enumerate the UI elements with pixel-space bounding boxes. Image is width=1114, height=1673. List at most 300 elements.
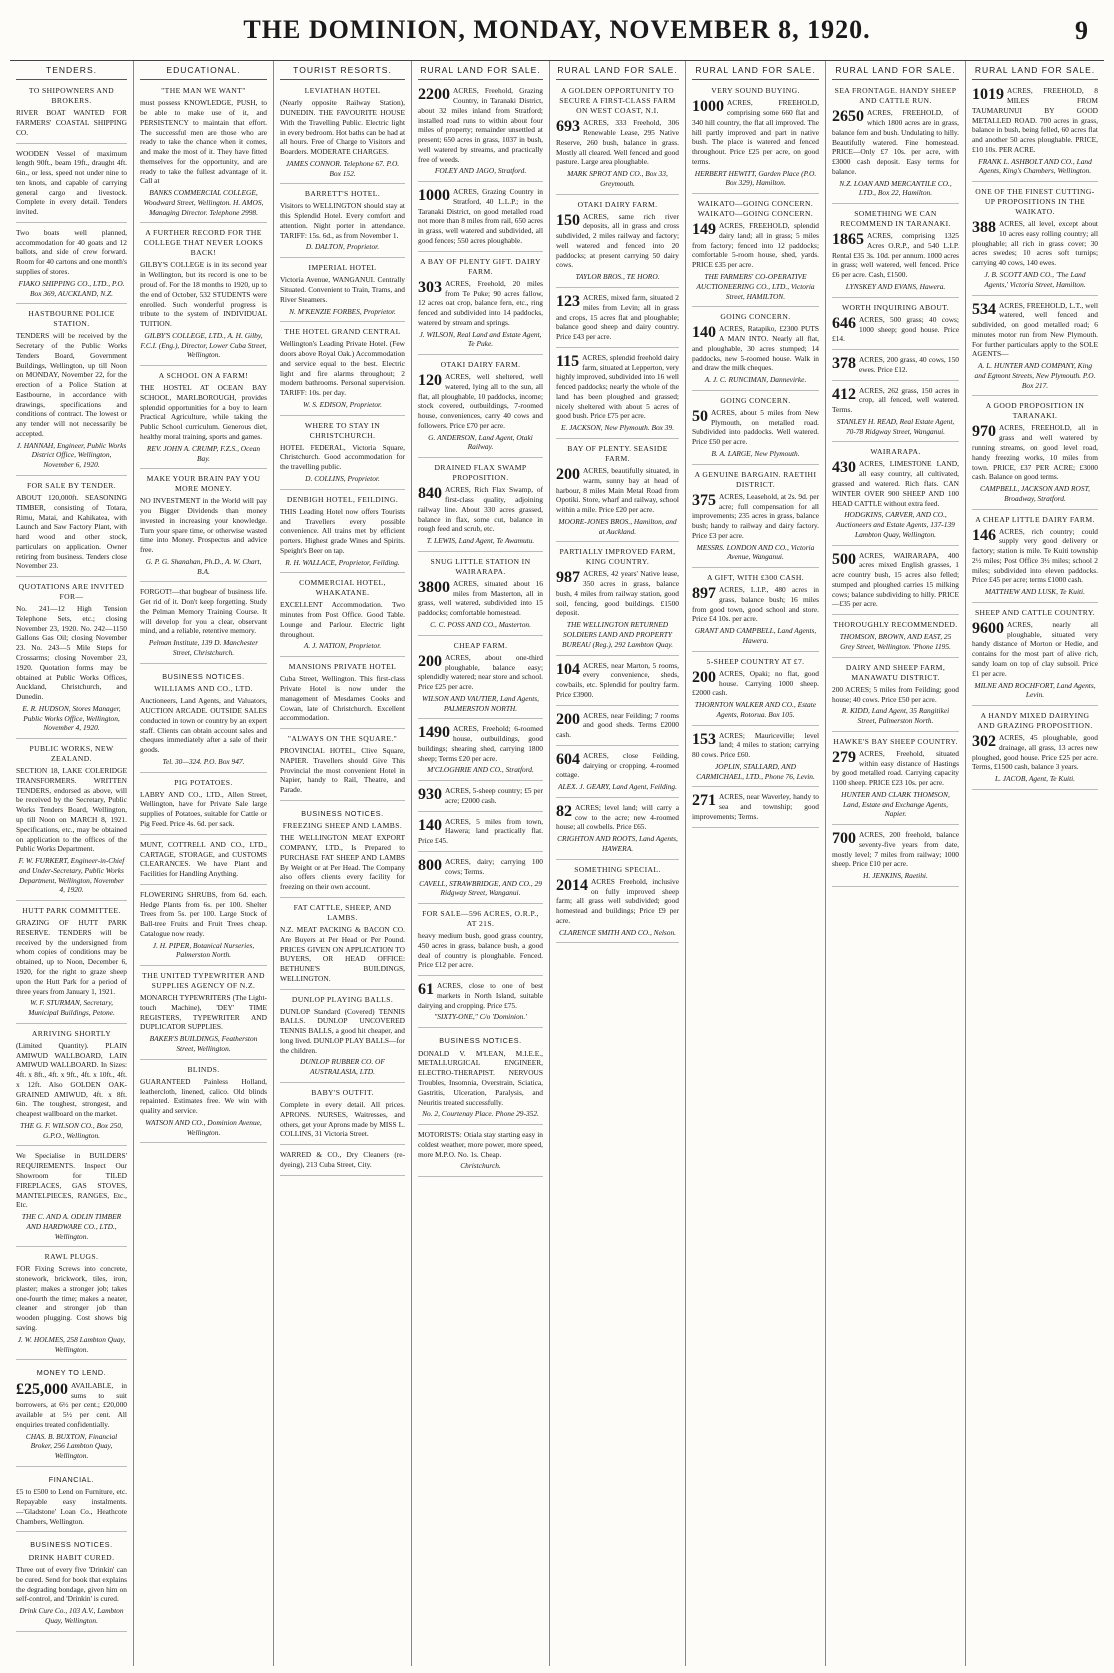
ad-text: ACRES, mixed farm, situated 2 miles from Levin; all in grass and crops, 15 acres flat and ploughable; balance good sheep and dairy country. Price £43 per acre. [556, 293, 679, 342]
ad-text: MOTORISTS: Otiala stay starting easy in coldest weather, more power, more speed, more M.P.O. No. 1s. Cheap. [418, 1130, 543, 1159]
column-heading: RURAL LAND FOR SALE. [832, 65, 959, 80]
ad-signature: THE G. F. WILSON CO., Box 250, G.P.O., Wellington. [20, 1120, 123, 1140]
ad-lead-figure: 1000 [418, 187, 450, 205]
ad-signature: CHAS. B. BUXTON, Financial Broker, 256 Lambton Quay, Wellington. [25, 1431, 118, 1461]
classified-ad [972, 401, 1098, 509]
ad-text: PROVINCIAL HOTEL, Clive Square, NAPIER. Travellers should Give This Provincial the most convenient Hotel in Napier, handy to Rail, Theatre, and Parade. [280, 746, 405, 795]
ad-text: ACRES, 5 miles from town, Hawera; land practically flat. Price £45. [418, 816, 543, 846]
ad-text: SECTION 18, LAKE COLERIDGE TRANSFORMERS. WRITTEN TENDERS, endorsed as above, will be received by the Secretary, Public Works Tenders Board, Wellington, up till Noon on MARCH 8, 1921. Specifications, etc., may be obtained on application to the offices of the Public Works Department. [16, 766, 127, 854]
ad-text: £5 to £500 to Lend on Furniture, etc. Repayable easy instalments.—'Gladstone' Loan Co., Heathcote Chambers, Wellington. [16, 1487, 127, 1526]
classified-ad [280, 495, 405, 574]
classified-ad [832, 209, 959, 298]
ad-body [556, 751, 679, 780]
ad-lead-figure: 153 [692, 730, 716, 748]
ad-body [972, 219, 1098, 268]
ad-text: ACRES, Grazing Country in Stratford, 40 L.L.P.; in the Taranaki District, on good metalled road not more than 8 miles from rail, 650 acres in grass, well watered and subdivided, all good fences; 550 acres ploughable. [418, 187, 543, 245]
classified-ad [692, 312, 819, 391]
classified-ad [556, 865, 679, 944]
classified-ad [280, 327, 405, 415]
classified-ad [280, 263, 405, 322]
ad-text: ACRES Freehold, inclusive on fully improved sheep farm; all grass well subdivided; good homestead and buildings; Price £9 per acre. [556, 876, 679, 925]
section-heading: MONEY TO LEND. [36, 1368, 107, 1378]
ad-text: DONALD V. M'LEAN, M.I.E.E., METALLURGICAL ENGINEER, ELECTRO-THERAPIST. NERVOUS Troubles, Insomnia, Overstrain, Sciatica, Gastritis, Ulceration, Paralysis, and Neuritis treated successfully. [418, 1048, 543, 1107]
section-heading: BUSINESS NOTICES. [162, 671, 245, 681]
ad-text: FLOWERING SHRUBS, from 6d. each. Hedge Plants from 6s. per 100. Shelter Trees from 5s. per 100. Large Stock of Ball-tree Fruits and Fruit Trees cheap. Catalogue now ready. [140, 889, 267, 938]
ad-body [280, 600, 405, 639]
ad-body [280, 201, 405, 240]
ad-lead-figure: 146 [972, 526, 996, 544]
ad-text: ACRES; level land; will carry a cow to the acre; new 4-roomed house; all cowbells. Price £65. [556, 802, 679, 832]
ad-lead-figure: 123 [556, 293, 580, 310]
ad-signature: TAYLOR BROS., TE HORO. [575, 272, 660, 282]
ad-body [418, 981, 543, 1010]
column-heading: RURAL LAND FOR SALE. [692, 65, 819, 80]
ad-text: TENDERS will be received by the Secretary of the Public Works Tenders Board, Government Buildings, Wellington, up till Noon on MONDAY, November 22, for the erection of a Police Station at Eastbourne, in accordance with drawings, specifications and conditions of contract. The lowest or any tender will not necessarily be accepted. [16, 331, 127, 438]
ad-body [832, 108, 959, 176]
ad-signature: CAMPBELL, JACKSON AND ROST, Broadway, Stratford. [980, 484, 1090, 503]
ad-text: ACRES, splendid freehold dairy farm, situated at Lepperton, very highly improved, subdivided into 16 well fenced paddocks; nearly the whole of the land has been ploughed and grassed; nicely sheltered with about 5 acres of good bush. Price £75 per acre. [556, 352, 679, 421]
ad-body [972, 423, 1098, 482]
classified-ad [972, 608, 1098, 706]
ad-body [418, 786, 543, 806]
columns [10, 61, 1104, 1666]
ad-body [280, 1007, 405, 1056]
ad-signature: N.Z. LOAN AND MERCANTILE CO., LTD., Box 22, Hamilton. [839, 178, 952, 198]
ad-text: ACRES, 262 grass, 150 acres in crop, all fenced, well watered. Terms. [832, 385, 959, 415]
ad-text: GRAZING OF HUTT PARK RESERVE. TENDERS will be received by the undersigned from whom copies of conditions may be obtained, up to Noon, December 6, 1920, for the right to graze sheep upon the Hutt Park for a period of three years from January 1, 1921. [16, 918, 127, 996]
ad-title: BARRETT'S HOTEL. [304, 189, 381, 199]
column-2 [134, 61, 274, 1666]
ad-text: ACRES, nearly all ploughable, situated very handy distance of Morton or Hedie, and contains for the most part of alive rich, sandy loam on top of clay subsoil. Price £1 per acre. [972, 619, 1098, 678]
classified-ad [140, 890, 267, 966]
ad-text: THIS Leading Hotel now offers Tourists and Travellers every possible convenience. All trains met by efficient porters. Highest grade Wines and Spirits. Speight's Beer on tap. [280, 506, 405, 555]
ad-signature: W. F. STURMAN, Secretary, Municipal Buildings, Petone. [28, 998, 115, 1018]
ad-body [832, 830, 959, 869]
ad-text: Victoria Avenue, WANGANUI. Centrally Situated. Convenient to Train, Trams, and River Steamers. [280, 275, 405, 304]
ad-lead-figure: 388 [972, 219, 996, 237]
ad-signature: D. DALTON, Proprietor. [305, 242, 380, 252]
ad-lead-figure: 800 [418, 856, 442, 874]
ad-body [556, 877, 679, 926]
ad-lead-figure: 2014 [556, 876, 588, 894]
ad-signature: Pelman Institute, 139 D. Manchester Street, Christchurch. [148, 638, 259, 658]
ad-title: HUTT PARK COMMITTEE. [22, 906, 121, 916]
ad-text: ACRES, FREEHOLD, L.T., well watered, well fenced and subdivided, on good metalled road; 6 minutes motor run from New Plymouth. For further particulars apply to the SOLE AGENTS— [972, 300, 1098, 359]
classified-ad [418, 463, 543, 552]
ad-signature: WATSON AND CO., Dominion Avenue, Wellington. [145, 1117, 262, 1137]
ad-signature: MATTHEW AND LUSK, Te Kuiti. [985, 587, 1085, 597]
column-heading: RURAL LAND FOR SALE. [418, 65, 543, 80]
ad-text: ACRES, FREEHOLD, all in grass and well watered by running streams, on good level road, handy freezing works, 10 miles from town. PRICE, £37 PER ACRE; £3000 cash. Balance on good terms. [972, 423, 1098, 482]
ad-title: GOING CONCERN. [720, 395, 791, 405]
ad-body [16, 493, 127, 571]
column-4 [412, 61, 550, 1666]
classified-ad [832, 620, 959, 658]
ad-title: QUOTATIONS ARE INVITED FOR— [18, 582, 125, 602]
ad-lead-figure: 1490 [418, 724, 450, 742]
ad-body [418, 279, 543, 328]
ad-title: A GIFT, WITH £300 CASH. [706, 573, 805, 583]
column-5 [550, 61, 686, 1666]
ad-signature: C. C. POSS AND CO., Masterton. [430, 619, 531, 629]
ad-text: THE WELLINGTON MEAT EXPORT COMPANY, LTD., Is Prepared to PURCHASE FAT SHEEP AND LAMBS By Weight or at Per Head. The Company also offers clients every facility for freezing on their own account. [280, 833, 405, 892]
ad-body [418, 1130, 543, 1159]
ad-title: COMMERCIAL HOTEL, WHAKATANE. [299, 578, 386, 598]
classified-ad [556, 444, 679, 542]
classified-ad [418, 360, 543, 458]
ad-title: ARRIVING SHORTLY [31, 1028, 112, 1038]
ad-body [692, 792, 819, 821]
classified-ad [972, 187, 1098, 295]
ad-lead-figure: 1019 [972, 86, 1004, 104]
ad-signature: L. JACOB, Agent, Te Kuiti. [994, 774, 1076, 784]
ad-title: FAT CATTLE, SHEEP, AND LAMBS. [293, 903, 392, 923]
ad-title: A SCHOOL ON A FARM! [158, 371, 249, 381]
ad-lead-figure: 604 [556, 750, 580, 768]
ad-body [16, 1041, 127, 1119]
ad-signature: CAVELL, STRAWBRIDGE, AND CO., 29 Ridgway Street, Wanganui. [419, 878, 542, 898]
ad-text: ACRES, Freehold, 20 miles from Te Puke; 90 acres fallow, 12 acres oat crop, balance fern, etc., ring fenced and subdivided into 14 paddocks, watered by stream and springs. [418, 278, 543, 327]
ad-title: GOING CONCERN. [720, 312, 791, 322]
ad-body [280, 275, 405, 304]
classified-ad [280, 903, 405, 990]
ad-title: WORTH INQUIRING ABOUT. [841, 302, 950, 312]
ad-body [692, 492, 819, 541]
ad-body [140, 260, 267, 328]
ad-body [556, 569, 679, 618]
column-heading: TOURIST RESORTS. [280, 65, 405, 80]
ad-signature: THOMSON, BROWN, AND EAST, 25 Grey Street, Wellington. 'Phone 1195. [839, 632, 952, 651]
ad-title: SHEEP AND CATTLE COUNTRY. [974, 607, 1096, 617]
ad-text: WARRED & CO., Dry Cleaners (re-dyeing), 213 Cuba Street, City. [280, 1150, 405, 1169]
classified-ad [418, 187, 543, 252]
ad-signature: HUNTER AND CLARK THOMSON, Land, Estate and Exchange Agents, Napier. [841, 789, 950, 819]
ad-body [280, 1100, 405, 1139]
classified-ad [140, 971, 267, 1060]
ad-lead-figure: 2200 [418, 86, 450, 104]
column-7 [826, 61, 966, 1666]
ad-lead-figure: 412 [832, 385, 856, 403]
classified-ad [16, 149, 127, 223]
classified-ad [556, 751, 679, 798]
ad-body [556, 661, 679, 700]
ad-body [16, 1151, 127, 1210]
ad-body [280, 443, 405, 472]
ad-text: NO INVESTMENT in the World will pay you Bigger Dividends than money invested in increasing your knowledge. Turn your spare time, or otherwise wasted time into Money. Prospectus and advice free. [140, 496, 267, 555]
ad-body [140, 993, 267, 1032]
ad-title: ONE OF THE FINEST CUTTING-UP PROPOSITIONS IN THE WAIKATO. [975, 187, 1095, 217]
ad-title: SNUG LITTLE STATION IN WAIRARAPA. [430, 556, 531, 576]
ad-signature: HERBERT HEWITT, Garden Place (P.O. Box 329), Hamilton. [694, 168, 817, 188]
classified-ad [418, 1130, 543, 1177]
classified-ad [418, 641, 543, 720]
classified-ad [418, 909, 543, 976]
ad-title: A GOLDEN OPPORTUNITY TO SECURE A FIRST-CLASS FARM ON WEST COAST, N.I. [559, 86, 676, 116]
classified-ad [140, 1065, 267, 1144]
classified-ad [16, 1252, 127, 1360]
ad-signature: THE C. AND A. ODLIN TIMBER AND HARDWARE CO., LTD., Wellington. [21, 1212, 122, 1241]
ad-title: BAY OF PLENTY. SEASIDE FARM. [567, 443, 668, 463]
ad-signature: G. P. G. Shanahan, Ph.D., A. W. Chart, B.A. [145, 556, 262, 576]
classified-ad [556, 661, 679, 706]
ad-body [692, 408, 819, 447]
ad-text: ACRES, near Marton, 5 rooms, every convenience, sheds, cowbails, etc. Splendid for poultry farm. Price £3900. [556, 660, 679, 699]
ad-text: EXCELLENT Accommodation. Two minutes from Post Office. Good Table. Lounge and Parlour. Electric light throughout. [280, 600, 405, 639]
ad-signature: A. J. NATION, Proprietor. [303, 641, 382, 651]
ad-text: ACRES, FREEHOLD, splendid dairy land; all in grass; 5 miles from factory; fenced into 12 paddocks; comfortable 5-room house, shed, yards. PRICE £35 per acre. [692, 221, 819, 270]
classified-ad [556, 711, 679, 746]
classified-ad [140, 840, 267, 885]
ad-signature: No. 2, Courtenay Place. Phone 29-352. [422, 1109, 539, 1119]
ad-title: 5-SHEEP COUNTRY AT £7. [706, 656, 805, 666]
ad-text: Three out of every five 'Drinkin' can be cured. Send for book that explains the degrading bondage, given him on self-control, and 'Drinkin' is cured. [16, 1564, 127, 1604]
ad-title: WHERE TO STAY IN CHRISTCHURCH. [304, 420, 381, 440]
ad-signature: GRANT AND CAMPBELL, Land Agents, Hawera. [694, 626, 817, 645]
classified-ad [556, 86, 679, 194]
ad-title: PIG POTATOES. [174, 777, 233, 787]
classified-ad [16, 744, 127, 901]
ad-title: RAWL PLUGS. [44, 1252, 99, 1262]
ad-signature: MESSRS. LONDON AND CO., Victoria Avenue, Wanganui. [696, 542, 815, 562]
classified-ad [418, 981, 543, 1028]
ad-signature: Tel. 30—324. P.O. Box 947. [162, 756, 245, 766]
ad-body [16, 1487, 127, 1526]
classified-ad [16, 1151, 127, 1247]
ad-body [280, 925, 405, 984]
classified-ad [832, 355, 959, 381]
ad-title: THE UNITED TYPEWRITER AND SUPPLIES AGENCY OF N.Z. [142, 971, 265, 991]
ad-text: LABRY AND CO., LTD., Allen Street, Wellington, have for Private Sale large supplies of Potatoes, suitable for Cattle or Pig Feed. Price 4s. 6d. per sack. [140, 789, 267, 828]
classified-ad [556, 353, 679, 439]
ad-signature: A. L. HUNTER AND COMPANY, King and Egmont Streets, New Plymouth. P.O. Box 217. [974, 361, 1096, 390]
ad-lead-figure: 1865 [832, 231, 864, 249]
ad-signature: JOPLIN, STALLARD, AND CARMICHAEL, LTD., Phone 76, Levin. [696, 761, 815, 781]
ad-text: (Nearly opposite Railway Station), DUNEDIN. THE FAVOURITE HOUSE With the Travelling Public. Electric light in every bedroom. Hot baths can be had at all hours. Free of Charge to Visitors and Boarders. MODERATE CHARGES. [280, 98, 405, 157]
ad-text: No. 241—12 High Tension Telephone Sets, etc.; closing November 23, 1920. No. 242—1150 Gallons Gas Oil; closing November 23. No. 243—5 Mile Steps for Crossarms; closing November 23, 1920. Quotation forms may be obtained at Public Works Offices, Auckland, Christchurch, and Dunedin. [16, 604, 127, 702]
ad-lead-figure: 140 [692, 324, 716, 342]
ad-title: BLINDS. [187, 1064, 220, 1074]
classified-ad [692, 470, 819, 568]
classified-ad [972, 711, 1098, 790]
ad-body [16, 228, 127, 277]
ad-body [832, 551, 959, 610]
ad-text: THE HOSTEL AT OCEAN BAY SCHOOL, MARLBOROUGH, provides splendid opportunities for a boy to learn Practical Agriculture, while taking the Public School curriculum. Generous diet, healthy moral training, sports and games. [140, 383, 267, 441]
ad-title: DENBIGH HOTEL, FEILDING. [286, 494, 399, 504]
ad-body [418, 579, 543, 618]
classified-ad [832, 737, 959, 825]
ad-body [140, 496, 267, 555]
ad-title: BABY'S OUTFIT. [311, 1088, 374, 1098]
ad-title: DRINK HABIT CURED. [28, 1552, 115, 1562]
classified-ad [418, 1049, 543, 1125]
ad-body [556, 293, 679, 342]
ad-body [16, 766, 127, 854]
column-6 [686, 61, 826, 1666]
ad-text: must possess KNOWLEDGE, PUSH, to be able to make use of it, and PERSISTENCY to maintain that effort. The successful men are those who are ready to take the chance when it comes, and make the most of it. They have fitted themselves for the opportunity, and are ready to take the fullest advantage of it. Call at [140, 98, 267, 186]
ad-title: "ALWAYS ON THE SQUARE." [287, 734, 398, 744]
classified-ad [16, 86, 127, 143]
ad-lead-figure: 61 [418, 981, 434, 999]
ad-text: ACRES, close to one of best markets in North Island, suitable dairying and cropping. Price £75. [418, 981, 543, 1010]
ad-title: SEA FRONTAGE. HANDY SHEEP AND CATTLE RUN. [834, 86, 957, 106]
page-number: 9 [1075, 16, 1088, 45]
ad-text: ACRES, Rich Flax Swamp, of first-class quality, adjoining railway line. About 330 acres grassed, balance in flax, some cut, balance in rough feed and scrub, etc. [418, 485, 543, 534]
ad-title: HAWKE'S BAY SHEEP COUNTRY. [833, 736, 958, 746]
classified-ad [280, 189, 405, 258]
classified-ad [692, 731, 819, 788]
ad-body [556, 212, 679, 271]
classified-ad [16, 1487, 127, 1532]
ad-text: ACRES, 42 years' Native lease, 350 acres in grass, balance bush, 4 miles from railway station, good soil, fencing, good buildings. £1500 deposit. [556, 569, 679, 618]
ad-signature: MARK SPROT AND CO., Box 33, Greymouth. [567, 169, 668, 188]
ad-text: ACRES, Ratapiko, £2300 PUTS A MAN INTO. Nearly all flat, and ploughable, 30 acres stumped; 14 paddocks, new 5-roomed house. Walk in and draw the milk cheques. [692, 324, 819, 373]
ad-lead-figure: 82 [556, 802, 572, 820]
ad-lead-figure: 970 [972, 423, 996, 441]
ad-body [140, 98, 267, 186]
ad-body [972, 301, 1098, 360]
ad-signature: J. HANNAH, Engineer, Public Works District Office, Wellington, November 6, 1920. [16, 440, 127, 470]
ad-lead-figure: 279 [832, 748, 856, 766]
section-heading: BUSINESS NOTICES. [439, 1036, 522, 1046]
classified-ad [280, 821, 405, 898]
ad-signature: J. B. SCOTT AND CO., 'The Land Agents,' Victoria Street, Hamilton. [984, 269, 1086, 289]
ad-lead-figure: 500 [832, 550, 856, 568]
ad-lead-figure: 9600 [972, 619, 1004, 637]
ad-text: ACRES, L.I.P., 480 acres in grass, balance bush; 16 miles from good town, good school and store. Price £4 10s. per acre. [692, 585, 819, 624]
classified-ad [832, 447, 959, 545]
ad-body [692, 324, 819, 373]
ad-body [832, 355, 959, 375]
ad-body [418, 485, 543, 534]
classified-ad [692, 573, 819, 652]
ad-text: ACRES, 45 ploughable, good drainage, all grass, 13 acres new ploughed, good house. Price £25 per acre. Terms, £1500 cash, balance 3 years. [972, 733, 1098, 772]
ad-lead-figure: 271 [692, 792, 716, 810]
ad-signature: R. KIDD, Land Agent, 35 Rangitikei Street, Palmerston North. [841, 706, 950, 726]
ad-text: ACRES, FREEHOLD, 8 MILES FROM TAUMARUNUI BY GOOD METALLED ROAD. 700 acres in grass, balance in bush, being felled, 60 acres flat and another 50 acres ploughable. PRICE, £10 10s. PER ACRE. [972, 86, 1098, 154]
ad-lead-figure: 120 [418, 372, 442, 390]
ad-signature: D. COLLINS, Proprietor. [305, 473, 380, 483]
ad-lead-figure: 200 [556, 710, 580, 728]
ad-lead-figure: 149 [692, 221, 716, 239]
ad-body [972, 527, 1098, 586]
ad-title: A BAY OF PLENTY GIFT. DAIRY FARM. [420, 256, 541, 276]
ad-body [418, 931, 543, 970]
classified-ad [140, 587, 267, 663]
ad-title: PARTIALLY IMPROVED FARM, KING COUNTRY. [559, 547, 676, 567]
ad-text: ACRES, FREEHOLD, comprising some 660 flat and 340 hill country, the flat all improved. The hill partly improved and part in native bush. The place is watered and fenced throughout. Price £25 per acre, on good terms. [692, 98, 819, 166]
classified-ad [16, 1381, 127, 1467]
ad-text: N.Z. MEAT PACKING & BACON CO. Are Buyers at Per Head or Per Pound. PRICES GIVEN ON APPLICATION TO BUYERS, OR HEAD OFFICE: BETHUNE'S BUILDINGS, WELLINGTON. [280, 925, 405, 983]
ad-text: GILBY'S COLLEGE is in its second year in Wellington, but its record is one to be proud of. For the 18 months to 1920, up to the end of October, 532 STUDENTS were enrolled. Such wonderful progress is tribute to the system of INDIVIDUAL TUITION. [140, 260, 267, 329]
ad-lead-figure: 200 [556, 465, 580, 483]
ad-title: OTAKI DAIRY FARM. [440, 360, 521, 370]
ad-body [418, 86, 543, 164]
ad-signature: R. H. WALLACE, Proprietor, Feilding. [285, 557, 400, 567]
ad-title: TO SHIPOWNERS AND BROKERS. [28, 86, 115, 106]
ad-signature: M'CLOGHRIE AND CO., Stratford. [427, 765, 534, 775]
ad-lead-figure: 303 [418, 278, 442, 296]
ad-text: ACRES, 200 freehold, balance seventy-five years from date, mostly level; 7 miles from railway; 1000 sheep. Price £10 per acre. [832, 830, 959, 869]
classified-ad [972, 86, 1098, 182]
ad-text: ACRES, about one-third ploughable, balance easy; splendidly watered; near store and school. Price £25 per acre. [418, 652, 543, 692]
ad-signature: FRANK L. ASHBOLT AND CO., Land Agents, King's Chambers, Wellington. [978, 156, 1092, 176]
ad-signature: J. H. PIPER, Botanical Nurseries, Palmerston North. [152, 940, 255, 960]
ad-body [16, 1264, 127, 1332]
classified-ad [556, 293, 679, 348]
section-heading: BUSINESS NOTICES. [301, 808, 384, 818]
ad-title: "THE MAN WE WANT" [161, 86, 246, 96]
ad-signature: "SIXTY-ONE," C/o 'Dominion.' [434, 1012, 527, 1022]
ad-body [280, 98, 405, 157]
ad-text: ACRES, near Waverley, handy to sea and township; good improvements; Terms. [692, 792, 819, 821]
ad-title: IMPERIAL HOTEL [308, 263, 377, 273]
column-heading: TENDERS. [16, 65, 127, 80]
ad-text: ACRES, dairy; carrying 100 cows; Terms. [445, 856, 543, 876]
classified-ad [832, 551, 959, 616]
ad-title: FREEZING SHEEP AND LAMBS. [282, 821, 403, 831]
classified-ad [692, 86, 819, 194]
ad-text: ACRES, 333 Freehold, 306 Renewable Lease, 295 Native Reserve, 260 bush, balance in grass. Mostly all cleared. Well fenced and good pasture. Large area ploughable. [556, 118, 679, 167]
ad-body [418, 817, 543, 846]
ad-signature: CRIGHTON AND ROOTS, Land Agents, HAWERA. [557, 834, 678, 853]
ad-text: ACRES, close Feilding, dairying or cropping. 4-roomed cottage. [556, 750, 679, 780]
ad-signature: E. JACKSON, New Plymouth. Box 39. [560, 423, 675, 433]
ad-body [972, 86, 1098, 154]
classified-ad [418, 557, 543, 636]
ad-body [16, 604, 127, 702]
ad-signature: H. JENKINS, Raetihi. [863, 871, 928, 881]
ad-text: ACRES, about 5 miles from New Plymouth, on metalled road. Subdivided into paddocks. Well watered. Price £50 per acre. [692, 407, 819, 447]
ad-body [418, 187, 543, 246]
ad-body [280, 1150, 405, 1170]
ad-signature: E. R. HUDSON, Stores Manager, Public Works Office, Wellington, November 4, 1920. [22, 703, 121, 733]
classified-ad [418, 857, 543, 904]
classified-ad [692, 792, 819, 827]
classified-ad [16, 481, 127, 577]
classified-ad [280, 578, 405, 657]
ad-body [556, 803, 679, 832]
classified-ad [556, 803, 679, 860]
ad-body [832, 459, 959, 508]
ad-signature: THE WELLINGTON RETURNED SOLDIERS LAND AND PROPERTY BUREAU (Reg.), 292 Lambton Quay. [561, 620, 674, 649]
ad-text: AVAILABLE, in sums to suit borrowers, at 6½ per cent.; £20,000 available at 5½ per cent. All enquiries treated confidentially. [16, 1380, 127, 1429]
ad-body [832, 231, 959, 280]
classified-ad [418, 786, 543, 812]
ad-body [280, 507, 405, 556]
classified-ad [972, 301, 1098, 397]
ad-lead-figure: 930 [418, 786, 442, 804]
classified-ad [280, 662, 405, 729]
ad-body [418, 653, 543, 692]
ad-body [280, 674, 405, 723]
ad-lead-figure: 302 [972, 733, 996, 751]
ad-signature: FIAKO SHIPPING CO., LTD., P.O. Box 369, AUCKLAND, N.Z. [18, 278, 125, 298]
ad-body [832, 386, 959, 415]
ad-signature: DUNLOP RUBBER CO. OF AUSTRALASIA, LTD. [300, 1057, 385, 1077]
ad-body [140, 383, 267, 442]
ad-body [140, 790, 267, 829]
ad-signature: Christchurch. [460, 1161, 501, 1171]
classified-ad [692, 396, 819, 465]
ad-lead-figure: 534 [972, 300, 996, 318]
ad-body [832, 685, 959, 705]
ad-signature: F. W. FURKERT, Engineer-in-Chief and Under-Secretary, Public Works Department, Wellington, November 4, 1920. [18, 856, 125, 895]
ad-signature: B. A. LARGE, New Plymouth. [711, 448, 800, 458]
ad-lead-figure: 200 [692, 668, 716, 686]
ad-signature: J. W. HOLMES, 258 Lambton Quay, Wellington. [17, 1334, 126, 1354]
classified-ad [140, 86, 267, 223]
ad-text: ACRES, 200 grass, 40 cows, 150 ewes. Price £12. [859, 355, 959, 374]
